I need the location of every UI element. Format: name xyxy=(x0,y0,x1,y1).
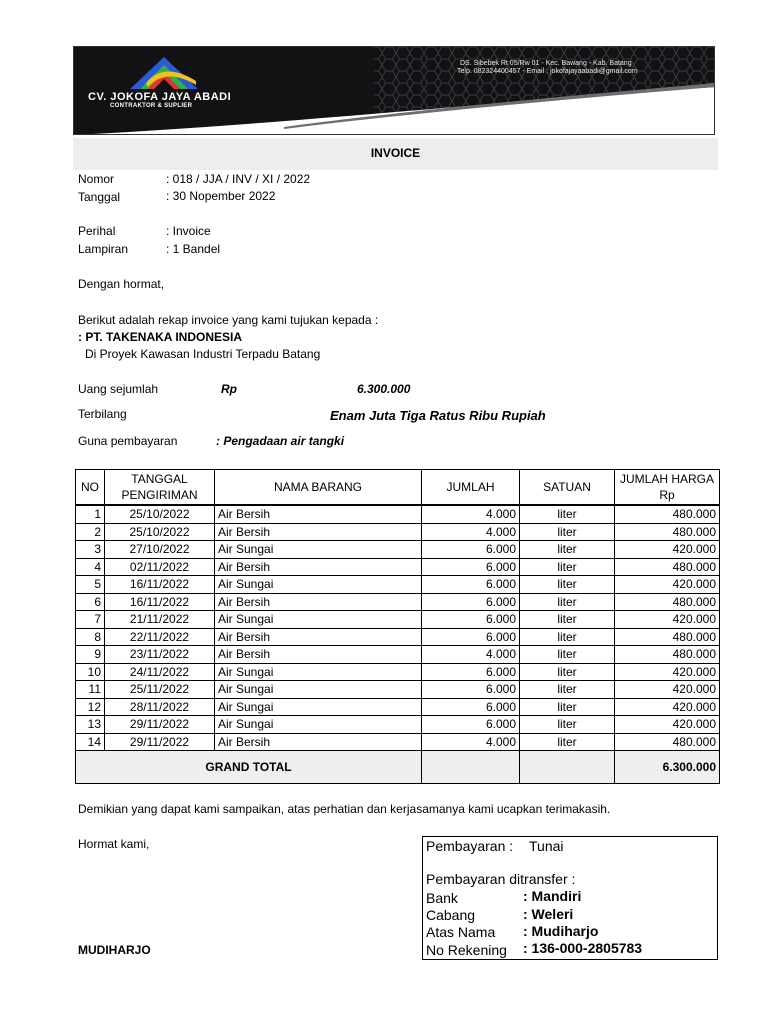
amount-label: Uang sejumlah xyxy=(78,382,159,396)
row-item: Air Bersih xyxy=(215,593,422,611)
row-item: Air Bersih xyxy=(215,558,422,576)
row-qty: 4.000 xyxy=(422,523,520,541)
row-qty: 6.000 xyxy=(422,681,520,699)
col-header-price: JUMLAH HARGA Rp xyxy=(615,470,720,506)
row-date: 16/11/2022 xyxy=(105,576,215,594)
row-qty: 6.000 xyxy=(422,593,520,611)
row-date: 29/11/2022 xyxy=(105,716,215,734)
row-number: 3 xyxy=(76,541,105,559)
row-date: 25/11/2022 xyxy=(105,681,215,699)
row-item: Air Bersih xyxy=(215,628,422,646)
row-unit: liter xyxy=(520,628,615,646)
row-item: Air Bersih xyxy=(215,505,422,523)
row-date: 27/10/2022 xyxy=(105,541,215,559)
row-unit: liter xyxy=(520,593,615,611)
row-item: Air Sungai xyxy=(215,576,422,594)
bank-label: Bank xyxy=(426,890,458,906)
row-price: 420.000 xyxy=(615,698,720,716)
table-row xyxy=(76,523,720,541)
row-price: 480.000 xyxy=(615,523,720,541)
row-qty: 6.000 xyxy=(422,541,520,559)
row-number: 8 xyxy=(76,628,105,646)
row-unit: liter xyxy=(520,681,615,699)
row-item: Air Bersih xyxy=(215,523,422,541)
row-item: Air Sungai xyxy=(215,541,422,559)
company-address: DS. Sibebek Rt 05/Rw 01 - Kec. Bawang - Kab. Batang xyxy=(460,60,632,67)
row-item: Air Sungai xyxy=(215,663,422,681)
company-logo-icon xyxy=(126,53,202,91)
table-row xyxy=(76,576,720,594)
row-unit: liter xyxy=(520,541,615,559)
row-item: Air Sungai xyxy=(215,698,422,716)
row-item: Air Bersih xyxy=(215,733,422,751)
account-value: : 136-000-2805783 xyxy=(523,940,643,956)
lampiran-label: Lampiran xyxy=(78,242,129,256)
amount-value: 6.300.000 xyxy=(357,382,411,396)
row-price: 420.000 xyxy=(615,576,720,594)
row-qty: 6.000 xyxy=(422,558,520,576)
row-date: 29/11/2022 xyxy=(105,733,215,751)
grand-total-empty xyxy=(422,751,520,784)
row-price: 420.000 xyxy=(615,681,720,699)
invoice-table xyxy=(75,469,720,784)
row-number: 10 xyxy=(76,663,105,681)
row-unit: liter xyxy=(520,611,615,629)
row-price: 480.000 xyxy=(615,646,720,664)
row-date: 02/11/2022 xyxy=(105,558,215,576)
row-price: 480.000 xyxy=(615,593,720,611)
table-row xyxy=(76,733,720,751)
company-tagline: CONTRAKTOR & SUPLIER xyxy=(110,103,193,109)
row-item: Air Sungai xyxy=(215,611,422,629)
row-date: 21/11/2022 xyxy=(105,611,215,629)
row-number: 14 xyxy=(76,733,105,751)
row-price: 420.000 xyxy=(615,663,720,681)
signer-name: MUDIHARJO xyxy=(78,943,151,957)
recipient-name: : PT. TAKENAKA INDONESIA xyxy=(78,330,243,344)
row-unit: liter xyxy=(520,646,615,664)
branch-label: Cabang xyxy=(426,907,476,923)
nomor-value: : 018 / JJA / INV / XI / 2022 xyxy=(166,172,311,186)
bank-value: : Mandiri xyxy=(523,888,582,904)
row-qty: 4.000 xyxy=(422,646,520,664)
row-price: 420.000 xyxy=(615,716,720,734)
row-qty: 6.000 xyxy=(422,576,520,594)
row-qty: 6.000 xyxy=(422,663,520,681)
grand-total-row xyxy=(76,751,720,784)
col-header-no: NO xyxy=(76,470,105,506)
holder-value: : Mudiharjo xyxy=(523,923,599,939)
recipient-location: Di Proyek Kawasan Industri Terpadu Batang xyxy=(85,347,321,361)
document-title: INVOICE xyxy=(370,146,421,160)
row-item: Air Sungai xyxy=(215,716,422,734)
payment-method-label: Pembayaran : xyxy=(426,838,514,854)
row-unit: liter xyxy=(520,523,615,541)
greeting: Dengan hormat, xyxy=(78,277,165,291)
row-price: 480.000 xyxy=(615,505,720,523)
row-unit: liter xyxy=(520,698,615,716)
row-item: Air Bersih xyxy=(215,646,422,664)
row-qty: 6.000 xyxy=(422,611,520,629)
row-item: Air Sungai xyxy=(215,681,422,699)
row-date: 28/11/2022 xyxy=(105,698,215,716)
row-price: 480.000 xyxy=(615,558,720,576)
row-date: 24/11/2022 xyxy=(105,663,215,681)
row-number: 1 xyxy=(76,505,105,523)
tanggal-value: : 30 Nopember 2022 xyxy=(166,189,276,203)
col-header-item: NAMA BARANG xyxy=(215,470,422,506)
table-row xyxy=(76,716,720,734)
header-banner xyxy=(73,46,715,135)
intro-text: Berikut adalah rekap invoice yang kami tujukan kepada : xyxy=(78,313,379,327)
table-row xyxy=(76,558,720,576)
row-unit: liter xyxy=(520,576,615,594)
account-label: No Rekening xyxy=(426,942,507,958)
row-unit: liter xyxy=(520,663,615,681)
row-number: 6 xyxy=(76,593,105,611)
purpose-value: : Pengadaan air tangki xyxy=(216,434,345,448)
row-date: 25/10/2022 xyxy=(105,505,215,523)
table-row xyxy=(76,681,720,699)
table-row xyxy=(76,505,720,523)
row-number: 12 xyxy=(76,698,105,716)
col-header-date: TANGGAL PENGIRIMAN xyxy=(105,470,215,506)
company-name: CV. JOKOFA JAYA ABADI xyxy=(88,91,232,103)
row-price: 420.000 xyxy=(615,611,720,629)
nomor-label: Nomor xyxy=(78,172,115,186)
row-unit: liter xyxy=(520,505,615,523)
row-number: 11 xyxy=(76,681,105,699)
row-date: 22/11/2022 xyxy=(105,628,215,646)
table-header-row xyxy=(76,470,720,506)
table-row xyxy=(76,663,720,681)
closing-regards: Hormat kami, xyxy=(78,837,150,851)
row-qty: 4.000 xyxy=(422,733,520,751)
purpose-label: Guna pembayaran xyxy=(78,434,178,448)
transfer-heading: Pembayaran ditransfer : xyxy=(426,871,576,887)
row-number: 7 xyxy=(76,611,105,629)
row-number: 13 xyxy=(76,716,105,734)
row-price: 420.000 xyxy=(615,541,720,559)
row-date: 23/11/2022 xyxy=(105,646,215,664)
row-date: 25/10/2022 xyxy=(105,523,215,541)
company-contact: Telp. 082324400457 - Email : jokofajayaabadi@gmail.com xyxy=(457,68,638,75)
row-unit: liter xyxy=(520,558,615,576)
row-unit: liter xyxy=(520,733,615,751)
holder-label: Atas Nama xyxy=(426,924,496,940)
terbilang-label: Terbilang xyxy=(78,407,127,421)
row-qty: 6.000 xyxy=(422,698,520,716)
row-number: 2 xyxy=(76,523,105,541)
grand-total-label: GRAND TOTAL xyxy=(76,751,422,784)
row-qty: 6.000 xyxy=(422,628,520,646)
row-qty: 6.000 xyxy=(422,716,520,734)
closing-statement: Demikian yang dapat kami sampaikan, atas perhatian dan kerjasamanya kami ucapkan terimakasih. xyxy=(78,802,611,816)
grand-total-empty xyxy=(520,751,615,784)
table-row xyxy=(76,646,720,664)
perihal-value: : Invoice xyxy=(166,224,211,238)
table-row xyxy=(76,628,720,646)
amount-currency: Rp xyxy=(221,382,237,396)
row-number: 9 xyxy=(76,646,105,664)
row-price: 480.000 xyxy=(615,733,720,751)
payment-method-value: Tunai xyxy=(529,838,564,854)
row-unit: liter xyxy=(520,716,615,734)
row-date: 16/11/2022 xyxy=(105,593,215,611)
grand-total-value: 6.300.000 xyxy=(615,751,720,784)
table-row xyxy=(76,698,720,716)
branch-value: : Weleri xyxy=(523,906,574,922)
tanggal-label: Tanggal xyxy=(78,190,121,204)
table-row xyxy=(76,611,720,629)
row-number: 5 xyxy=(76,576,105,594)
row-qty: 4.000 xyxy=(422,505,520,523)
row-price: 480.000 xyxy=(615,628,720,646)
table-row xyxy=(76,541,720,559)
perihal-label: Perihal xyxy=(78,224,116,238)
table-row xyxy=(76,593,720,611)
col-header-unit: SATUAN xyxy=(520,470,615,506)
row-number: 4 xyxy=(76,558,105,576)
lampiran-value: : 1 Bandel xyxy=(166,242,221,256)
terbilang-value: Enam Juta Tiga Ratus Ribu Rupiah xyxy=(330,408,546,423)
col-header-qty: JUMLAH xyxy=(422,470,520,506)
